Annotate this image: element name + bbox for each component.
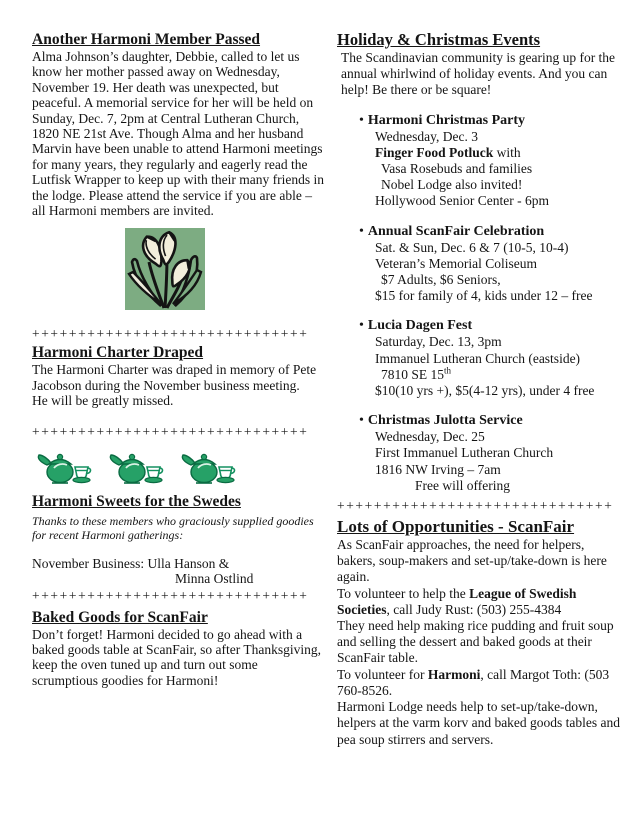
member-passed-title: Another Harmoni Member Passed (32, 31, 261, 48)
opportunities-p4: To volunteer for Harmoni, call Margot Toth: (503 760-8526. (337, 666, 610, 698)
bullet-icon: • (359, 413, 364, 429)
event-julotta (359, 412, 621, 494)
bullet-icon: • (359, 318, 364, 334)
section-opportunities (337, 516, 621, 748)
baked-title: Baked Goods for ScanFair (32, 608, 208, 626)
event-title: • Lucia Dagen Fest (359, 318, 473, 334)
sweets-subtitle: Thanks to these members who graciously supplied goodies for recent Harmoni gatherings: (32, 513, 314, 543)
event-detail: 1816 NW Irving – 7am (375, 461, 501, 477)
teapot-icon (178, 450, 236, 486)
teapot-icon (106, 450, 164, 486)
event-detail: First Immanuel Lutheran Church (375, 445, 554, 461)
event-christmas-party (359, 112, 621, 210)
sweets-entry-line2: Minna Ostlind (175, 571, 254, 587)
section-baked-goods (32, 608, 325, 689)
event-detail: 7810 SE 15th (381, 365, 452, 382)
plus-separator: ++++++++++++++++++++++++++++++ (32, 587, 309, 603)
event-detail: $7 Adults, $6 Seniors, (381, 272, 501, 288)
event-detail: $15 for family of 4, kids under 12 – free (375, 288, 593, 304)
member-passed-body: Alma Johnson’s daughter, Debbie, called to let us know her mother passed away on Wednesday, November 19. Her death was unexpected, but peaceful. A memorial service for her will be held on Sunday, Dec. 7, 2pm at Central Lutheran Church, 1820 NE 21st Ave. Though Alma and her husband Marvin have been unable to attend Harmoni meetings for many years, they regularly and eagerly read the Lutfisk Wrapper to keep up with their many friends in the lodge. Please attend the service if you are able – all Harmoni members are invited. (32, 49, 325, 219)
event-detail: Sat. & Sun, Dec. 6 & 7 (10-5, 10-4) (375, 239, 569, 255)
opportunities-p3: They need help making rice pudding and fruit soup and selling the dessert and baked goods at their ScanFair table. (337, 618, 614, 666)
event-detail: Immanuel Lutheran Church (eastside) (375, 350, 581, 366)
event-detail: Free will offering (415, 477, 510, 493)
opportunities-p2: To volunteer to help the League of Swedish Societies, call Judy Rust: (503) 255-4384 (337, 585, 577, 617)
event-detail: Finger Food Potluck with (375, 144, 521, 160)
event-detail: Wednesday, Dec. 25 (375, 429, 485, 445)
event-detail: Saturday, Dec. 13, 3pm (375, 334, 502, 350)
holiday-title: Holiday & Christmas Events (337, 30, 541, 49)
bullet-icon: • (359, 223, 364, 239)
event-detail: Vasa Rosebuds and families (381, 161, 533, 177)
holiday-intro: The Scandinavian community is gearing up for the annual whirlwind of holiday events. And you can help! Be there or be square! (341, 50, 616, 98)
event-detail: Hollywood Senior Center - 6pm (375, 193, 549, 209)
plus-separator: ++++++++++++++++++++++++++++++ (32, 326, 309, 342)
sweets-entry-line1: November Business: Ulla Hanson & (32, 555, 230, 571)
bullet-icon: • (359, 112, 364, 128)
teapot-icons-row (34, 450, 325, 486)
section-holiday-events (337, 30, 621, 494)
opportunities-title: Lots of Opportunities - ScanFair (337, 517, 575, 537)
event-detail: Veteran’s Memorial Coliseum (375, 255, 537, 271)
teapot-icon (34, 450, 92, 486)
left-column (32, 30, 325, 688)
calla-lilies-icon (125, 228, 205, 310)
event-detail: $10(10 yrs +), $5(4-12 yrs), under 4 free (375, 383, 595, 399)
section-member-passed (32, 30, 325, 218)
sweets-title: Harmoni Sweets for the Swedes (32, 492, 241, 510)
plus-separator: ++++++++++++++++++++++++++++++ (337, 498, 614, 514)
section-charter-draped (32, 343, 325, 408)
baked-body: Don’t forget! Harmoni decided to go ahead with a baked goods table at ScanFair, so after Thanksgiving, keep the oven tuned up and turn out some scrumptious goodies for Harmoni! (32, 626, 322, 688)
event-lucia-dagen (359, 317, 621, 399)
calla-lilies-image (125, 228, 205, 310)
event-title: • Christmas Julotta Service (359, 413, 523, 429)
right-column (337, 30, 621, 748)
event-title: • Harmoni Christmas Party (359, 112, 525, 128)
opportunities-p5: Harmoni Lodge needs help to set-up/take-down, helpers at the varm korv and baked goods tables and pea soup stirrers and servers. (337, 699, 621, 747)
charter-body: The Harmoni Charter was draped in memory of Pete Jacobson during the November business meeting. (32, 362, 317, 393)
charter-body-2: He will be greatly missed. (32, 393, 174, 409)
section-sweets (32, 492, 325, 587)
event-detail: Nobel Lodge also invited! (381, 177, 523, 193)
event-detail: Wednesday, Dec. 3 (375, 128, 478, 144)
event-scanfair (359, 223, 621, 305)
charter-title: Harmoni Charter Draped (32, 344, 204, 362)
plus-separator: ++++++++++++++++++++++++++++++ (32, 423, 309, 439)
opportunities-p1: As ScanFair approaches, the need for helpers, bakers, soup-makers and set-up/take-down is here again. (337, 537, 607, 585)
event-title: • Annual ScanFair Celebration (359, 223, 545, 239)
